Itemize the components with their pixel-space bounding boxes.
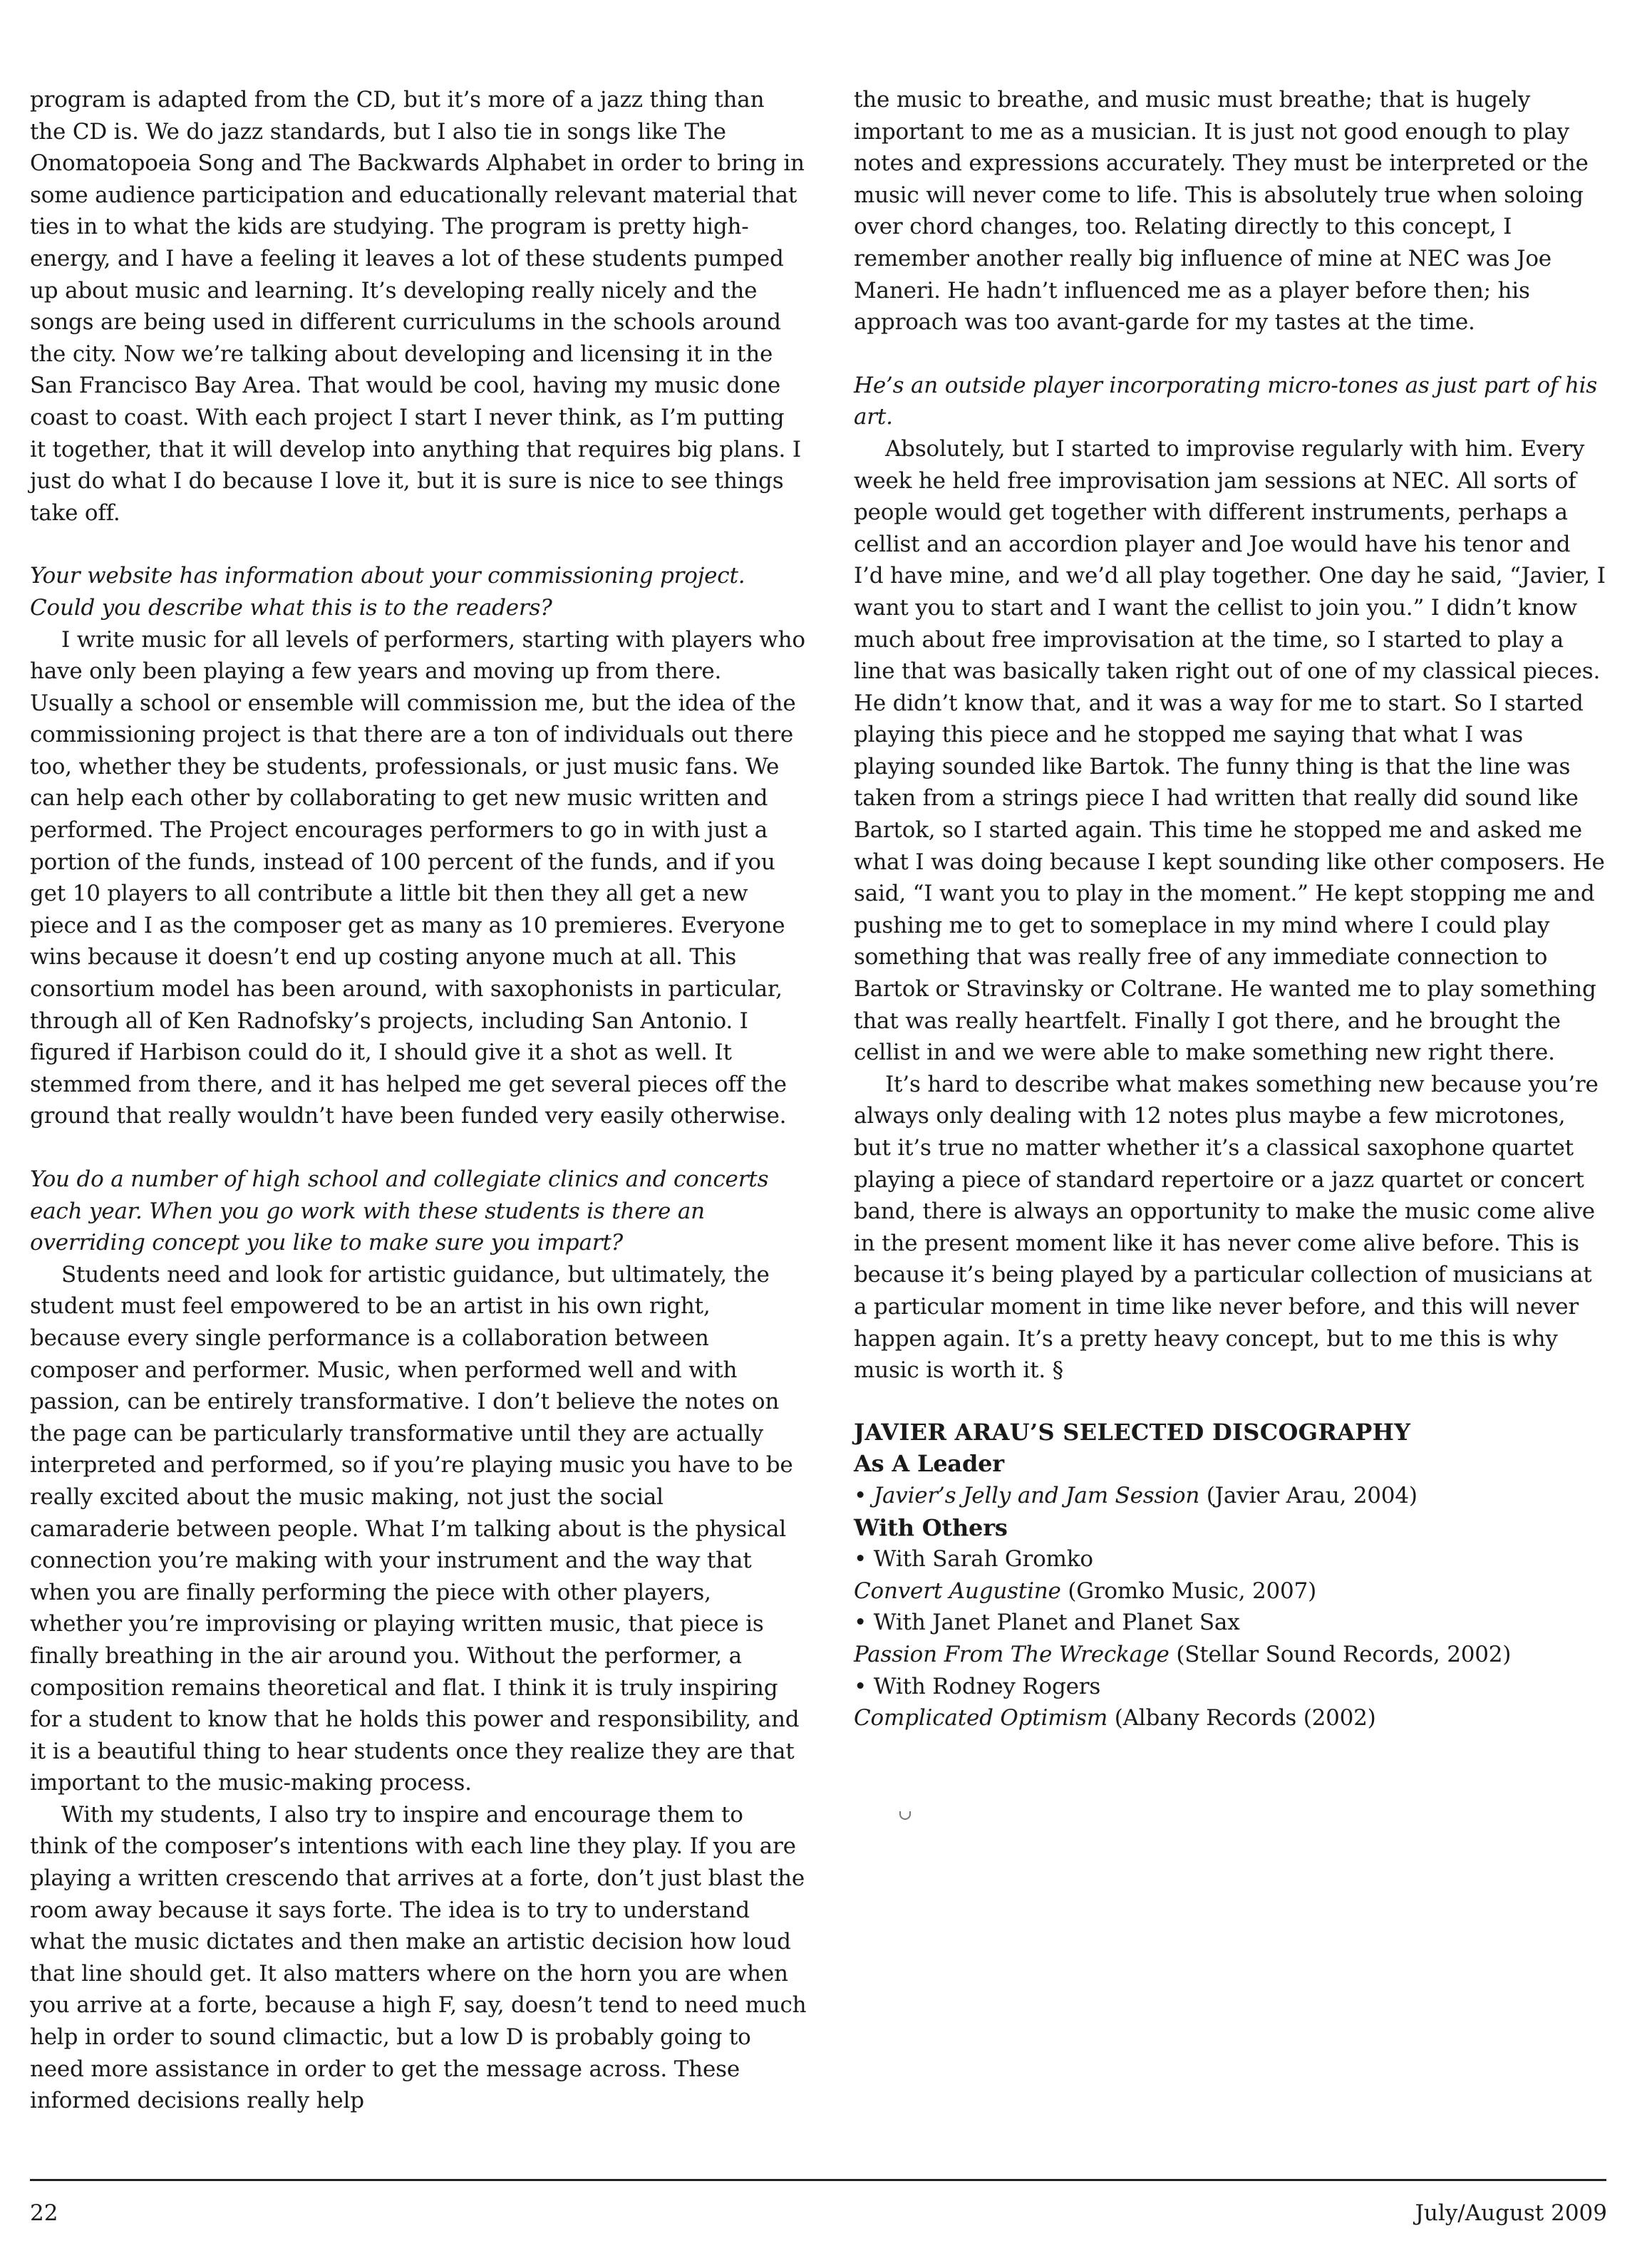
collaborator-line: • With Rodney Rogers [854, 1673, 1101, 1699]
album-label: (Gromko Music, 2007) [1068, 1578, 1316, 1604]
discography-entry [854, 1639, 1606, 1671]
album-label: (Albany Records (2002) [1114, 1705, 1376, 1731]
discography-entry [854, 1702, 1606, 1734]
discography-entry [854, 1575, 1606, 1607]
discography-entry [854, 1480, 1606, 1512]
album-title: Convert Augustine [854, 1578, 1061, 1604]
interview-question: Your website has information about your commissioning project. Could you describe what this is to the readers? [30, 563, 745, 621]
footer-rule [30, 2179, 1606, 2181]
body-paragraph: program is adapted from the CD, but it’s more of a jazz thing than the CD is. We do jazz standards, but I also tie in songs like The Onomatopoeia Song and The Backwards Alphabet in order to bring in some audience participation and educationally relevant material that ties in to what the kids are studying. The program is pretty high-energy, and I have a feeling it leaves a lot of these students pumped up about music and learning. It’s developing really nicely and the songs are being used in different curriculums in the schools around the city. Now we’re talking about developing and licensing it in the San Francisco Bay Area. That would be cool, having my music done coast to coast. With each project I start I never think, as I’m putting it together, that it will develop into anything that requires big plans. I just do what I do because I love it, but it is sure is nice to see things take off. [30, 87, 805, 526]
discography-section [854, 1417, 1606, 1734]
body-paragraph: the music to breathe, and music must breathe; that is hugely important to me as a musician. It is just not good enough to play notes and expressions accurately. They must be interpreted or the music will never come to life. This is absolutely true when soloing over chord changes, too. Relating directly to this concept, I remember another really big influence of mine at NEC was Joe Maneri. He hadn’t influenced me as a player before then; his approach was too avant-garde for my tastes at the time. [854, 87, 1589, 336]
discography-title: JAVIER ARAU’S SELECTED DISCOGRAPHY [854, 1418, 1411, 1446]
discography-subheading: As A Leader [854, 1450, 1004, 1478]
collaborator-line: • With Janet Planet and Planet Sax [854, 1610, 1240, 1636]
album-title: Javier’s Jelly and Jam Session [873, 1482, 1200, 1508]
collaborator-line: • With Sarah Gromko [854, 1546, 1093, 1573]
left-column [30, 84, 807, 2117]
print-speck [899, 1811, 911, 1820]
body-paragraph: Students need and look for artistic guidance, but ultimately, the student must feel empowered to be an artist in his own right, because every single performance is a collaboration between composer and performer. Music, when performed well and with passion, can be entirely transformative. I don’t believe the notes on the page can be particularly transformative until they are actually interpreted and performed, so if you’re playing music you have to be really excited about the music making, not just the social camaraderie between people. What I’m talking about is the physical connection you’re making with your instrument and the way that when you are finally performing the piece with other players, whether you’re improvising or playing written music, that piece is finally breathing in the air around you. Without the performer, a composition remains theoretical and flat. I think it is truly inspiring for a student to know that he holds this power and responsibility, and it is a beautiful thing to hear students once they realize they are that important to the music-making process. [30, 1261, 800, 1796]
right-column [854, 84, 1606, 1734]
discography-subheading: With Others [854, 1513, 1008, 1541]
album-label: (Javier Arau, 2004) [1206, 1482, 1418, 1508]
page-number: 22 [30, 2200, 58, 2226]
album-title: Complicated Optimism [854, 1705, 1108, 1731]
album-title: Passion From The Wreckage [854, 1641, 1170, 1667]
album-label: (Stellar Sound Records, 2002) [1176, 1641, 1512, 1667]
issue-date: July/August 2009 [1415, 2200, 1607, 2226]
interview-question: You do a number of high school and collegiate clinics and concerts each year. When you go work with these students is there an overriding concept you like to make sure you impart? [30, 1166, 769, 1256]
body-paragraph: With my students, I also try to inspire and encourage them to think of the composer’s intentions with each line they play. If you are playing a written crescendo that arrives at a forte, don’t just blast the room away because it says forte. The idea is to try to understand what the music dictates and then make an artistic decision how loud that line should get. It also matters where on the horn you are when you arrive at a forte, because a high F, say, doesn’t tend to need much help in order to sound climactic, but a low D is probably going to need more assistance in order to get the message across. These informed decisions really help [30, 1801, 807, 2114]
bullet: • [854, 1482, 867, 1508]
body-paragraph: Absolutely, but I started to improvise regularly with him. Every week he held free improvisation jam sessions at NEC. All sorts of people would get together with different instruments, perhaps a cellist and an accordion player and Joe would have his tenor and I’d have mine, and we’d all play together. One day he said, “Javier, I want you to start and I want the cellist to join you.” I didn’t know much about free improvisation at the time, so I started to play a line that was basically taken right out of one of my classical pieces. He didn’t know that, and it was a way for me to start. So I started playing this piece and he stopped me saying that what I was playing sounded like Bartok. The funny thing is that the line was taken from a strings piece I had written that really did sound like Bartok, so I started again. This time he stopped me and asked me what I was doing because I kept sounding like other composers. He said, “I want you to play in the moment.” He kept stopping me and pushing me to get to someplace in my mind where I could play something that was really free of any immediate connection to Bartok or Stravinsky or Coltrane. He wanted me to play something that was really heartfelt. Finally I got there, and he brought the cellist in and we were able to make something new right there. [854, 435, 1606, 1066]
interview-question: He’s an outside player incorporating micro-tones as just part of his art. [854, 372, 1598, 430]
body-paragraph: I write music for all levels of performers, starting with players who have only been playing a few years and moving up from there. Usually a school or ensemble will commission me, but the idea of the commissioning project is that there are a ton of individuals out there too, whether they be students, professionals, or just music fans. We can help each other by collaborating to get new music written and performed. The Project encourages performers to go in with just a portion of the funds, instead of 100 percent of the funds, and if you get 10 players to all contribute a little bit then they all get a new piece and I as the composer get as many as 10 premieres. Everyone wins because it doesn’t end up costing anyone much at all. This consortium model has been around, with saxophonists in particular, through all of Ken Radnofsky’s projects, including San Antonio. I figured if Harbison could do it, I should give it a shot as well. It stemmed from there, and it has helped me get several pieces off the ground that really wouldn’t have been funded very easily otherwise. [30, 626, 805, 1129]
body-paragraph: It’s hard to describe what makes something new because you’re always only dealing with 12 notes plus maybe a few microtones, but it’s true no matter whether it’s a classical saxophone quartet playing a piece of standard repertoire or a jazz quartet or concert band, there is always an opportunity to make the music come alive in the present moment like it has never come alive before. This is because it’s being played by a particular collection of musicians at a particular moment in time like never before, and this will never happen again. It’s a pretty heavy concept, but to me this is why music is worth it. § [854, 1071, 1599, 1384]
